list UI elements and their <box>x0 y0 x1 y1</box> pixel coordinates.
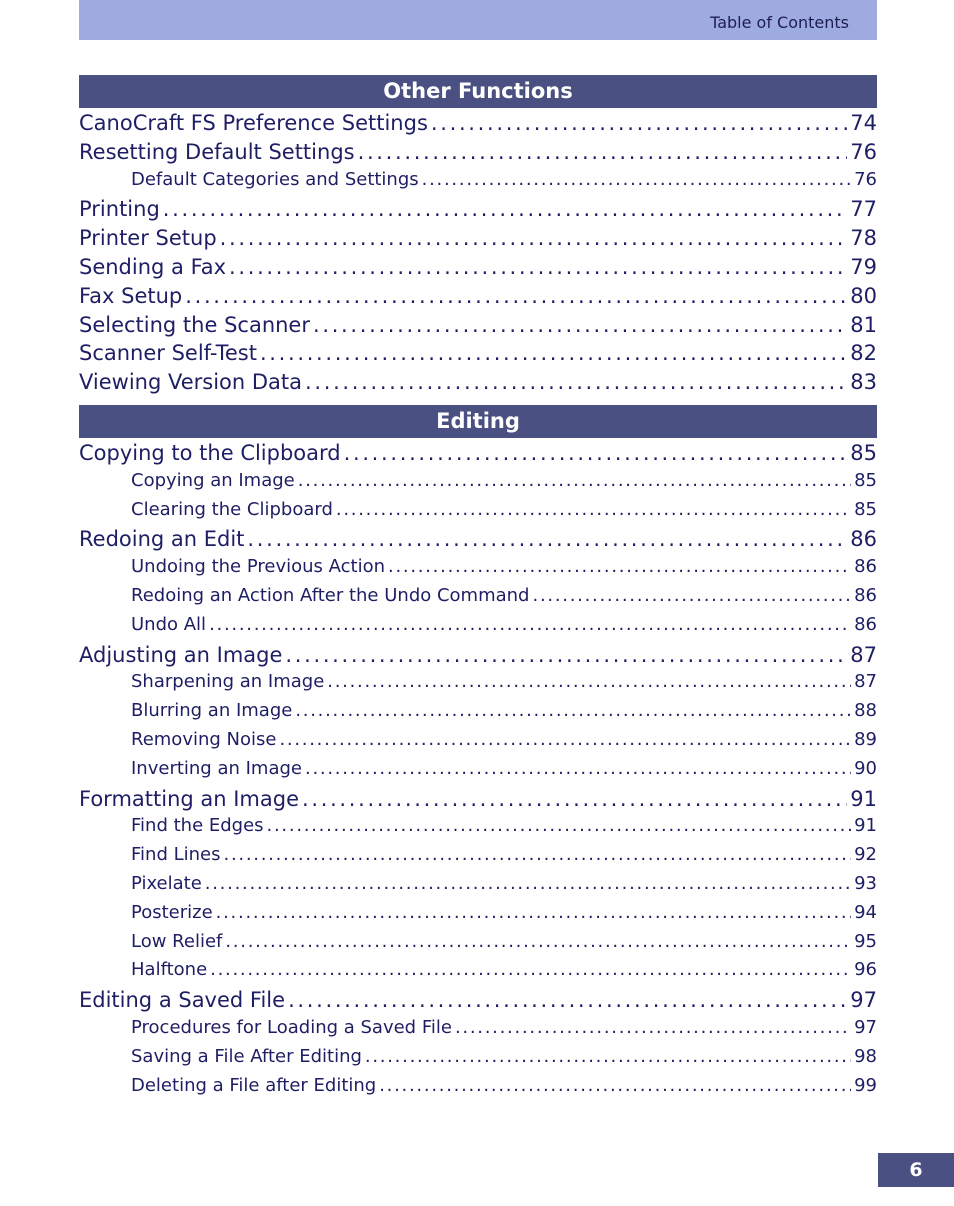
dot-leader <box>163 197 847 221</box>
toc-entry-title: Default Categories and Settings <box>131 168 419 190</box>
toc-entry-page: 89 <box>854 728 877 750</box>
toc-subentry[interactable] <box>79 726 877 755</box>
dot-leader <box>422 169 851 190</box>
toc-entry[interactable] <box>79 108 877 137</box>
dot-leader <box>298 470 851 491</box>
dot-leader <box>344 441 848 465</box>
toc-entry-page: 86 <box>854 613 877 635</box>
section-title: Editing <box>79 405 877 438</box>
dot-leader <box>365 1046 851 1067</box>
dot-leader <box>379 1075 851 1096</box>
toc-entry[interactable] <box>79 438 877 467</box>
toc-subentry[interactable] <box>79 841 877 870</box>
toc-entry-title: Redoing an Action After the Undo Command <box>131 584 530 606</box>
toc-subentry[interactable] <box>79 697 877 726</box>
toc-entry-page: 85 <box>854 498 877 520</box>
toc-entry-page: 91 <box>850 786 877 811</box>
toc-subentry[interactable] <box>79 582 877 611</box>
toc-subentry[interactable] <box>79 668 877 697</box>
header-title: Table of Contents <box>710 13 849 32</box>
dot-leader <box>358 140 848 164</box>
toc-entry-title: Pixelate <box>131 872 202 894</box>
toc-entry-page: 87 <box>850 642 877 667</box>
header-band <box>79 0 877 40</box>
toc-subentry[interactable] <box>79 899 877 928</box>
toc-entry-page: 78 <box>850 226 877 251</box>
page-number: 6 <box>878 1153 954 1187</box>
toc-entry-title: Inverting an Image <box>131 757 302 779</box>
dot-leader <box>267 815 852 836</box>
toc-entry[interactable] <box>79 338 877 367</box>
toc-entry[interactable] <box>79 194 877 223</box>
toc-entry-page: 91 <box>854 815 877 837</box>
dot-leader <box>313 313 847 337</box>
dot-leader <box>431 111 847 135</box>
toc-entry-title: Saving a File After Editing <box>131 1045 362 1067</box>
toc-entry[interactable] <box>79 223 877 252</box>
toc-entry-title: Editing a Saved File <box>79 988 286 1013</box>
toc-entry-title: Clearing the Clipboard <box>131 498 333 520</box>
toc-subentry[interactable] <box>79 812 877 841</box>
toc-entry[interactable] <box>79 281 877 310</box>
dot-leader <box>185 284 847 308</box>
toc-entry-page: 86 <box>854 584 877 606</box>
toc-entry-title: Sharpening an Image <box>131 671 325 693</box>
toc-entry-page: 76 <box>854 168 877 190</box>
toc-subentry[interactable] <box>79 870 877 899</box>
toc-entry-page: 85 <box>850 440 877 465</box>
toc-subentry[interactable] <box>79 496 877 525</box>
toc-subentry[interactable] <box>79 755 877 784</box>
toc-entry-page: 97 <box>854 1016 877 1038</box>
toc-entry-page: 79 <box>850 254 877 279</box>
toc-entry-page: 74 <box>850 111 877 135</box>
dot-leader <box>247 527 847 551</box>
toc-entry[interactable] <box>79 137 877 166</box>
toc-entry-title: Undoing the Previous Action <box>131 556 386 578</box>
toc-entry-page: 90 <box>854 757 877 779</box>
toc-entry-page: 81 <box>850 312 877 337</box>
toc-entry-page: 96 <box>854 959 877 981</box>
toc-entry-page: 93 <box>854 872 877 894</box>
toc-subentry[interactable] <box>79 467 877 496</box>
toc-entry-page: 98 <box>854 1045 877 1067</box>
dot-leader <box>279 729 851 750</box>
dot-leader <box>327 671 851 692</box>
toc-entry-page: 86 <box>850 527 877 552</box>
table-of-contents <box>79 75 877 1100</box>
section-title: Other Functions <box>79 75 877 108</box>
toc-entry-title: Procedures for Loading a Saved File <box>131 1016 452 1038</box>
dot-leader <box>285 643 847 667</box>
toc-entry-page: 92 <box>854 844 877 866</box>
toc-entry-title: Copying to the Clipboard <box>79 440 341 465</box>
toc-entry-title: Printing <box>79 197 160 222</box>
toc-entry-title: Sending a Fax <box>79 254 227 279</box>
dot-leader <box>288 988 847 1012</box>
toc-subentry[interactable] <box>79 928 877 957</box>
toc-entry-page: 87 <box>854 671 877 693</box>
dot-leader <box>210 959 851 980</box>
toc-entry[interactable] <box>79 252 877 281</box>
toc-subentry[interactable] <box>79 611 877 640</box>
toc-entry-title: Undo All <box>131 613 207 635</box>
toc-entry-title: Adjusting an Image <box>79 642 283 667</box>
toc-subentry[interactable] <box>79 956 877 985</box>
toc-entry-page: 76 <box>850 139 877 164</box>
toc-entry-title: Fax Setup <box>79 283 183 308</box>
dot-leader <box>455 1017 851 1038</box>
toc-entry-page: 99 <box>854 1074 877 1096</box>
toc-entry-title: Removing Noise <box>131 728 277 750</box>
toc-entry-title: Low Relief <box>131 930 223 952</box>
toc-entry-page: 82 <box>850 341 877 366</box>
toc-entry-title: Resetting Default Settings <box>79 139 355 164</box>
toc-entry-page: 97 <box>850 988 877 1013</box>
toc-entry-page: 83 <box>850 370 877 395</box>
dot-leader <box>216 902 851 923</box>
toc-entry-title: Selecting the Scanner <box>79 312 310 337</box>
toc-entry-page: 95 <box>854 930 877 952</box>
toc-subentry[interactable] <box>79 1014 877 1043</box>
toc-entry-title: Deleting a File after Editing <box>131 1074 377 1096</box>
toc-subentry[interactable] <box>79 553 877 582</box>
toc-entry-title: Redoing an Edit <box>79 527 245 552</box>
toc-entry-page: 80 <box>850 283 877 308</box>
dot-leader <box>302 787 847 811</box>
toc-entry-page: 94 <box>854 901 877 923</box>
dot-leader <box>205 873 851 894</box>
toc-entry-title: Formatting an Image <box>79 786 300 811</box>
dot-leader <box>388 556 851 577</box>
toc-entry-page: 77 <box>850 197 877 222</box>
dot-leader <box>533 585 852 606</box>
toc-entry-title: Copying an Image <box>131 469 295 491</box>
toc-entry-title: Blurring an Image <box>131 700 293 722</box>
toc-entry-page: 85 <box>854 469 877 491</box>
dot-leader <box>295 700 851 721</box>
toc-entry-title: Viewing Version Data <box>79 370 303 395</box>
toc-subentry[interactable] <box>79 1043 877 1072</box>
toc-entry-page: 88 <box>854 700 877 722</box>
toc-entry-title: Printer Setup <box>79 226 217 251</box>
toc-entry[interactable] <box>79 640 877 669</box>
toc-entry-title: Halftone <box>131 959 208 981</box>
dot-leader <box>209 614 851 635</box>
dot-leader <box>224 844 852 865</box>
toc-subentry[interactable] <box>79 166 877 195</box>
dot-leader <box>225 931 851 952</box>
toc-entry[interactable] <box>79 784 877 813</box>
dot-leader <box>305 370 847 394</box>
toc-subentry[interactable] <box>79 1072 877 1101</box>
toc-entry-title: Scanner Self-Test <box>79 341 257 366</box>
toc-entry[interactable] <box>79 524 877 553</box>
toc-entry[interactable] <box>79 985 877 1014</box>
toc-entry[interactable] <box>79 310 877 339</box>
toc-entry-title: Find Lines <box>131 844 221 866</box>
toc-entry-title: CanoCraft FS Preference Settings <box>79 111 428 135</box>
dot-leader <box>260 341 847 365</box>
toc-entry-page: 86 <box>854 556 877 578</box>
toc-entry[interactable] <box>79 367 877 396</box>
dot-leader <box>220 226 848 250</box>
dot-leader <box>336 499 851 520</box>
dot-leader <box>305 758 851 779</box>
dot-leader <box>229 255 847 279</box>
toc-entry-title: Find the Edges <box>131 815 264 837</box>
toc-entry-title: Posterize <box>131 901 213 923</box>
